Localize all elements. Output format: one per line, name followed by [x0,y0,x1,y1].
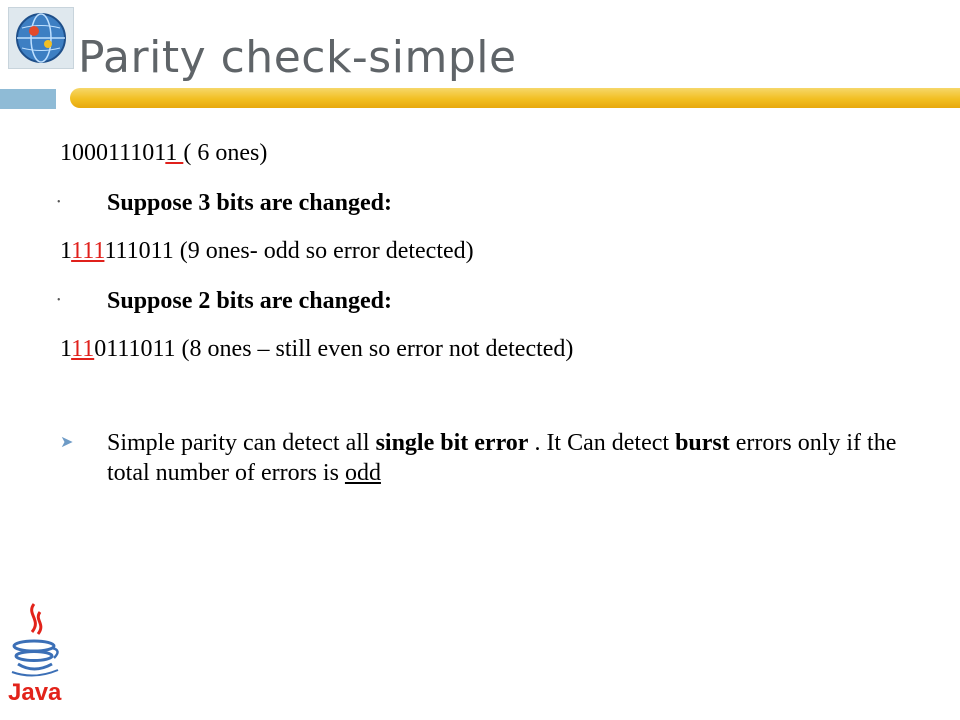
title-underline-bar [70,88,960,108]
two-bit-change-line [60,334,573,364]
bit-prefix: 1 [60,238,72,264]
odd-term: odd [344,460,381,486]
three-bit-change-line [60,236,474,266]
bullet-dot-icon: • [57,295,61,306]
arrow-bullet-icon: ➤ [60,434,74,451]
two-bit-result: 0111011 (8 ones – still even so error not detected) [94,336,574,362]
original-count: ( 6 ones) [183,140,268,166]
note-paragraph: Simple parity can detect all single bit error . It Can detect burst errors only if the total number of errors is odd [107,430,897,486]
changed-bits: 111 [71,238,105,264]
slide-title: Parity check-simple [78,32,517,83]
bullet-dot-icon: • [57,197,61,208]
original-bits-line [60,138,267,168]
java-cup-icon [4,600,66,706]
bit-prefix: 1 [60,336,72,362]
globe-icon [12,11,70,65]
java-logo [4,600,66,706]
java-logo-text: Java [8,679,62,706]
title-accent-square [0,89,56,109]
parity-bit: 1 [165,140,184,166]
single-bit-error-term: single bit error [375,430,529,456]
changed-bits: 11 [71,336,95,362]
bullet-text-1: Suppose 3 bits are changed: [107,190,392,216]
three-bit-result: 111011 (9 ones- odd so error detected) [104,238,474,264]
burst-term: burst [675,430,730,456]
bullet-text-2: Suppose 2 bits are changed: [107,288,392,314]
original-bits: 100011101 [60,140,166,166]
globe-logo [8,7,74,69]
